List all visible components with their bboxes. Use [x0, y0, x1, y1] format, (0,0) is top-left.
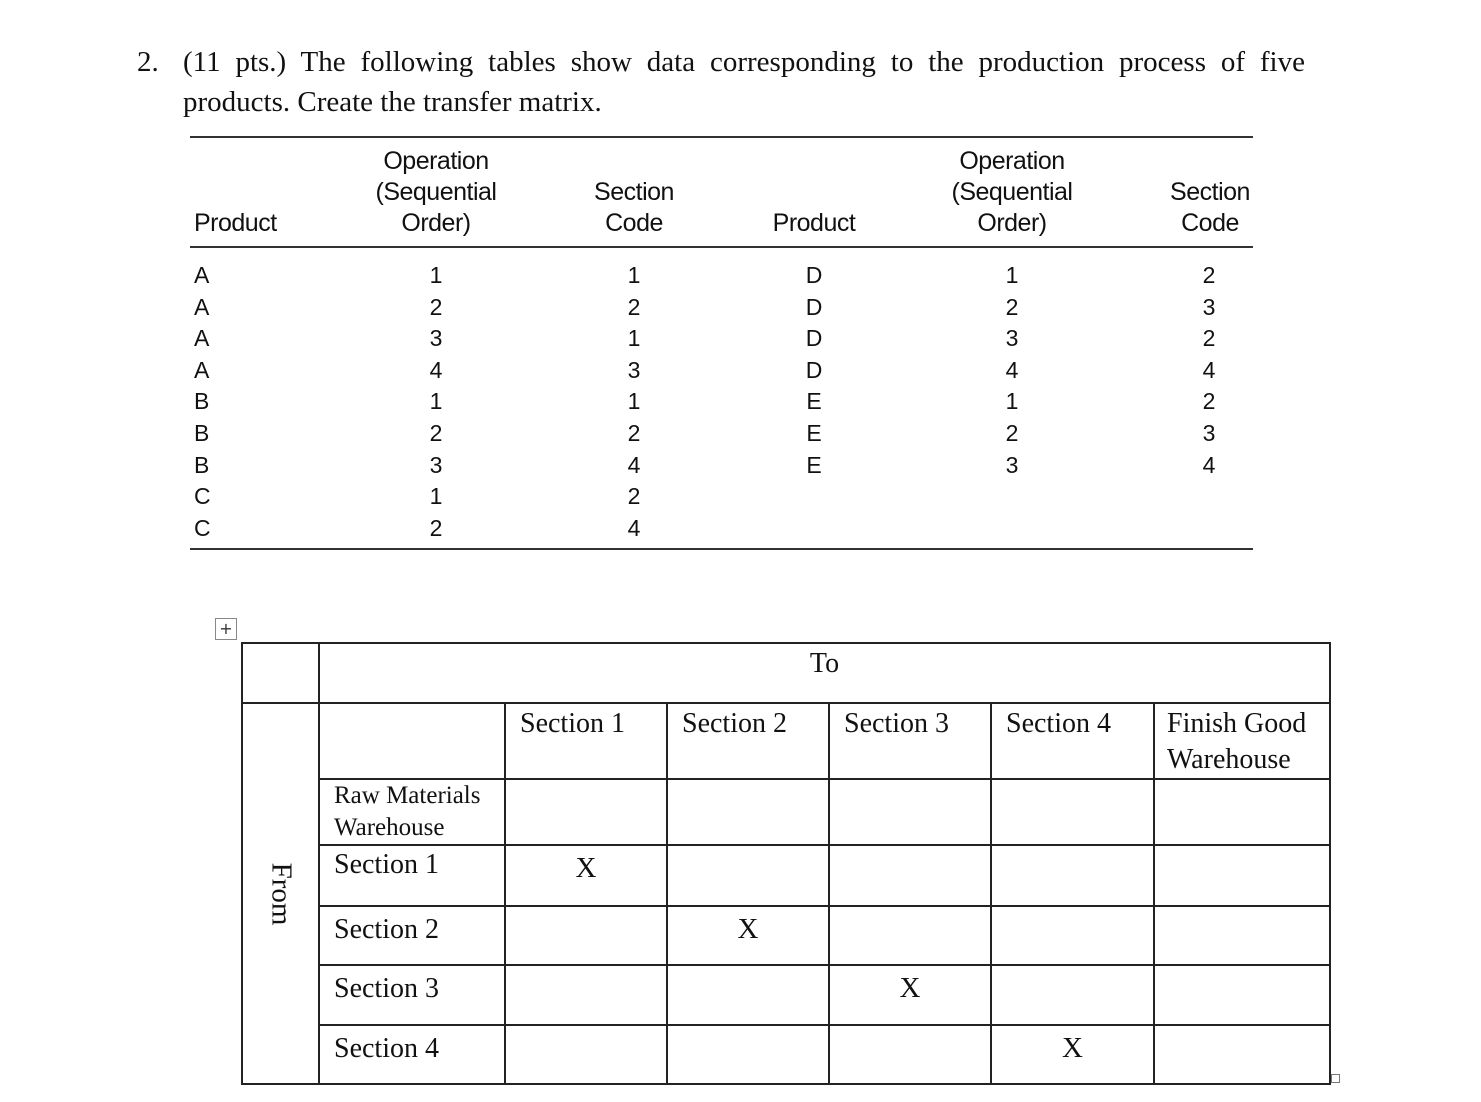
from-label: From — [265, 862, 297, 925]
matrix-cell[interactable] — [505, 779, 667, 845]
table-cell: 1 — [627, 325, 641, 352]
table-cell: 2 — [627, 419, 641, 446]
table-cell: D — [805, 325, 823, 352]
row-header[interactable]: Raw Materials Warehouse — [319, 779, 505, 845]
question-text-line1: (11 pts.) The following tables show data corresponding to the production process of five — [183, 46, 1305, 78]
table-cell: B — [194, 419, 210, 446]
question-number: 2. — [137, 46, 159, 78]
column-header[interactable]: Section 4 — [991, 703, 1154, 779]
column-header[interactable]: Section 2 — [667, 703, 829, 779]
matrix-cell[interactable] — [991, 906, 1154, 965]
column-operation-left — [406, 260, 466, 544]
table-cell: C — [194, 483, 211, 510]
table-cell: A — [194, 356, 210, 383]
matrix-corner-cell[interactable] — [242, 643, 319, 703]
table-resize-handle-icon[interactable] — [1331, 1074, 1340, 1083]
table-cell: A — [194, 262, 210, 288]
table-cell: 4 — [1005, 356, 1019, 383]
table-move-handle-icon[interactable]: + — [215, 618, 237, 640]
table-cell: 1 — [429, 483, 443, 510]
table-cell: C — [194, 514, 211, 541]
row-header[interactable]: Section 2 — [319, 906, 505, 965]
matrix-blank-cell[interactable] — [319, 703, 505, 779]
table-cell: 2 — [429, 514, 443, 541]
matrix-cell[interactable]: X — [505, 845, 667, 906]
table-cell: 2 — [1202, 262, 1216, 288]
table-cell: 1 — [627, 388, 641, 415]
matrix-cell[interactable] — [991, 965, 1154, 1025]
table-cell: 3 — [1005, 325, 1019, 352]
table-cell: 1 — [627, 262, 641, 288]
table-cell: B — [194, 451, 210, 478]
table-cell: 1 — [429, 388, 443, 415]
table-cell: 2 — [1005, 419, 1019, 446]
column-operation-right — [982, 260, 1042, 481]
table-cell: 3 — [1005, 451, 1019, 478]
matrix-cell[interactable] — [667, 965, 829, 1025]
table-cell: A — [194, 293, 210, 320]
table-cell: 4 — [627, 451, 641, 478]
table-cell: 3 — [1202, 419, 1216, 446]
table-rule-header — [190, 246, 1253, 248]
table-cell: 4 — [429, 356, 443, 383]
matrix-cell[interactable]: X — [829, 965, 991, 1025]
column-product-left — [194, 260, 254, 544]
table-cell: 4 — [1202, 451, 1216, 478]
matrix-cell[interactable] — [829, 1025, 991, 1084]
table-cell: B — [194, 388, 210, 415]
column-product-right — [784, 260, 844, 481]
table-cell: 2 — [1005, 293, 1019, 320]
table-cell: D — [805, 293, 823, 320]
column-section-left — [604, 260, 664, 544]
table-cell: 3 — [627, 356, 641, 383]
matrix-cell[interactable] — [991, 779, 1154, 845]
matrix-cell[interactable] — [1154, 965, 1330, 1025]
table-cell: 2 — [627, 483, 641, 510]
table-cell: 2 — [1202, 325, 1216, 352]
column-header[interactable]: Section 1 — [505, 703, 667, 779]
header-operation-left: Operation (Sequential Order) — [375, 147, 497, 237]
matrix-cell[interactable] — [505, 1025, 667, 1084]
from-header-cell[interactable] — [242, 703, 319, 1084]
table-cell: 1 — [429, 262, 443, 288]
header-section-left: Section Code — [594, 178, 674, 237]
matrix-cell[interactable] — [1154, 1025, 1330, 1084]
table-cell: E — [806, 451, 822, 478]
table-cell: 1 — [1005, 388, 1019, 415]
row-header[interactable]: Section 3 — [319, 965, 505, 1025]
transfer-matrix-table — [241, 642, 1331, 1085]
table-cell: 3 — [1202, 293, 1216, 320]
column-section-right — [1179, 260, 1239, 481]
table-cell: 1 — [1005, 262, 1019, 288]
to-header[interactable]: To — [319, 643, 1330, 703]
matrix-cell[interactable] — [829, 779, 991, 845]
column-header[interactable]: Section 3 — [829, 703, 991, 779]
header-product-right: Product — [772, 209, 856, 237]
matrix-cell[interactable] — [991, 845, 1154, 906]
table-cell: 4 — [1202, 356, 1216, 383]
table-cell: 3 — [429, 451, 443, 478]
table-cell: 2 — [627, 293, 641, 320]
table-cell: E — [806, 419, 822, 446]
table-cell: 4 — [627, 514, 641, 541]
question-text-line2: products. Create the transfer matrix. — [183, 86, 602, 118]
matrix-cell[interactable]: X — [667, 906, 829, 965]
matrix-cell[interactable] — [505, 965, 667, 1025]
matrix-cell[interactable]: X — [991, 1025, 1154, 1084]
matrix-cell[interactable] — [667, 779, 829, 845]
table-cell: 2 — [1202, 388, 1216, 415]
matrix-cell[interactable] — [667, 845, 829, 906]
table-rule-top — [190, 136, 1253, 138]
row-header[interactable]: Section 1 — [319, 845, 505, 906]
matrix-cell[interactable] — [1154, 779, 1330, 845]
table-cell: D — [805, 356, 823, 383]
header-operation-right: Operation (Sequential Order) — [951, 147, 1073, 237]
table-rule-bottom — [190, 548, 1253, 550]
table-cell: D — [805, 262, 823, 288]
table-cell: 2 — [429, 419, 443, 446]
matrix-cell[interactable] — [667, 1025, 829, 1084]
row-header[interactable]: Section 4 — [319, 1025, 505, 1084]
header-product-left: Product — [194, 209, 277, 237]
matrix-cell[interactable] — [505, 906, 667, 965]
matrix-cell[interactable] — [829, 906, 991, 965]
table-cell: E — [806, 388, 822, 415]
column-header[interactable]: Finish Good Warehouse — [1154, 703, 1330, 779]
table-cell: 2 — [429, 293, 443, 320]
matrix-cell[interactable] — [1154, 845, 1330, 906]
matrix-cell[interactable] — [1154, 906, 1330, 965]
table-cell: A — [194, 325, 210, 352]
table-cell: 3 — [429, 325, 443, 352]
matrix-cell[interactable] — [829, 845, 991, 906]
header-section-right: Section Code — [1170, 178, 1250, 237]
